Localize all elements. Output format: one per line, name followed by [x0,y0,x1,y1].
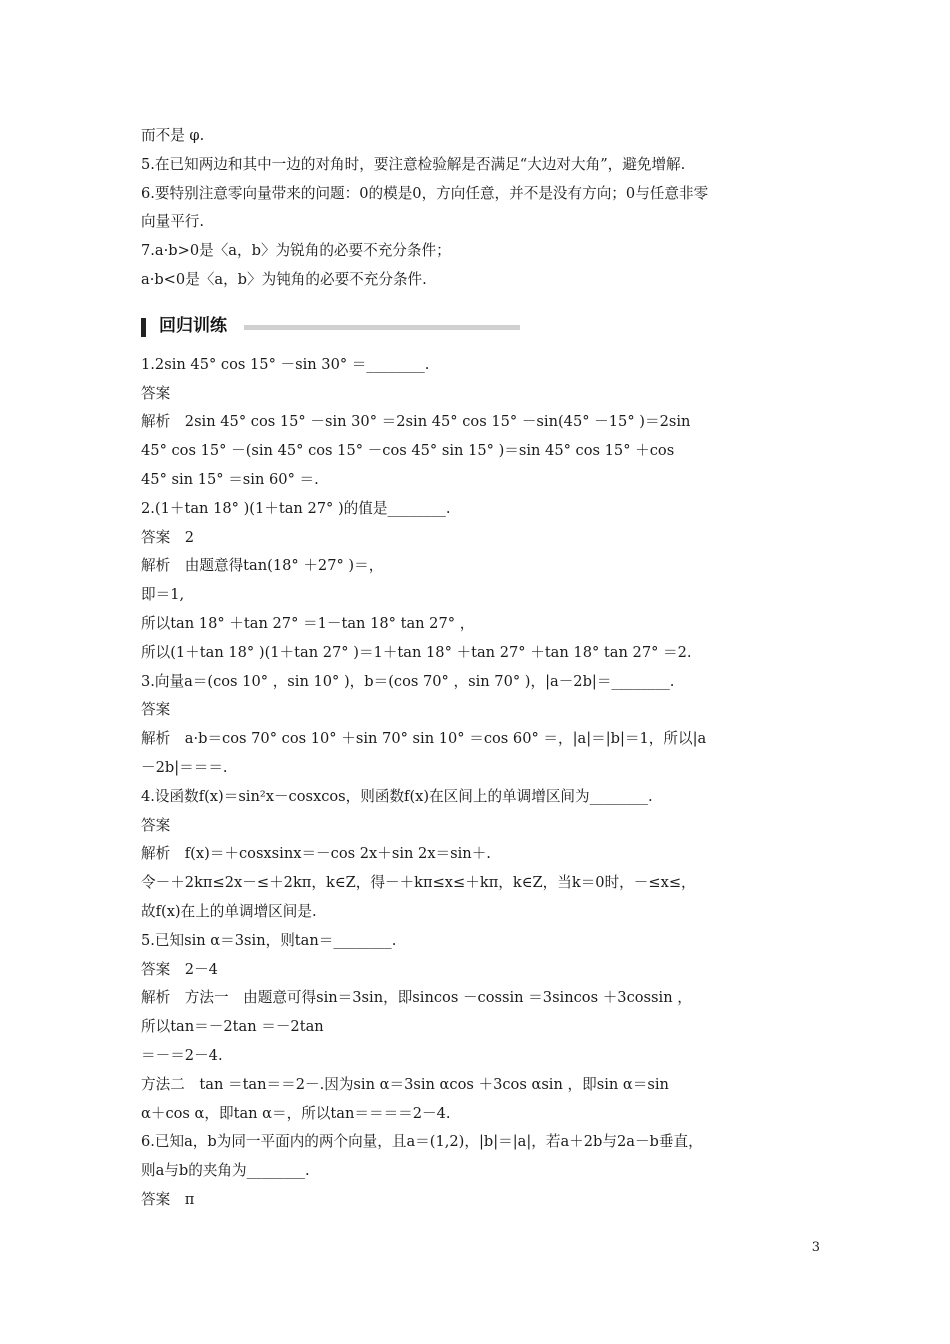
text-line: 则a与b的夹角为________. [141,1162,310,1180]
text-line: 解析 由题意得tan(18° ＋27° )＝， [141,557,384,575]
text-line: 1.2sin 45° cos 15° －sin 30° ＝________. [141,355,430,373]
text-line: 45° cos 15° －(sin 45° cos 15° －cos 45° sin 15° )＝sin 45° cos 15° ＋cos [141,442,675,460]
section-marker-bar [141,318,146,337]
text-line: 解析 方法一 由题意可得sin＝3sin，即sincos －cossin ＝3sincos ＋3cossin ， [141,989,692,1007]
text-line: 而不是 φ. [141,127,205,144]
text-line: 45° sin 15° ＝sin 60° ＝. [141,470,319,488]
text-line: 解析 2sin 45° cos 15° －sin 30° ＝2sin 45° cos 15° －sin(45° －15° )＝2sin [141,413,691,431]
section-rule [244,325,520,330]
text-line: 答案 2 [141,528,195,546]
text-line: 5.在已知两边和其中一边的对角时，要注意检验解是否满足“大边对大角”，避免增解. [141,155,686,173]
text-line: 即＝1, [141,586,185,604]
section-heading [141,311,811,341]
text-line: 答案 [141,816,171,834]
text-line: 7.a·b>0是〈a，b〉为锐角的必要不充分条件； [141,242,451,260]
text-line: 6.要特别注意零向量带来的问题：0的模是0，方向任意，并不是没有方向；0与任意非零 [141,184,709,202]
text-line: 向量平行. [141,213,205,231]
text-line: 2.(1＋tan 18° )(1＋tan 27° )的值是________. [141,499,451,517]
text-line: 所以(1＋tan 18° )(1＋tan 27° )＝1＋tan 18° ＋tan 27° ＋tan 18° tan 27° ＝2. [141,643,692,661]
text-line: 令－＋2kπ≤2x－≤＋2kπ，k∈Z，得－＋kπ≤x≤＋kπ，k∈Z，当k＝0时，－≤x≤， [141,874,696,892]
text-line: 5.已知sin α＝3sin，则tan＝________. [141,931,397,949]
text-line: α＋cos α，即tan α＝，所以tan＝＝＝＝2－4. [141,1104,451,1122]
page-number: 3 [811,1240,820,1255]
text-line: 答案 π [141,1190,195,1208]
page-content [141,122,811,1215]
text-line: 方法二 tan ＝tan＝＝2－.因为sin α＝3sin αcos ＋3cos αsin ，即sin α＝sin [141,1075,669,1093]
text-line: ＝－＝2－4. [141,1046,223,1064]
text-line: 答案 [141,384,171,402]
text-line: 故f(x)在上的单调增区间是. [141,902,317,920]
text-line: 6.已知a，b为同一平面内的两个向量，且a＝(1,2)，|b|＝|a|，若a＋2b与2a－b垂直， [141,1133,703,1151]
text-line: 3.向量a＝(cos 10° ，sin 10° )，b＝(cos 70° ，sin 70° )，|a－2b|＝________. [141,672,675,690]
text-line: 所以tan 18° ＋tan 27° ＝1－tan 18° tan 27° ， [141,614,475,632]
text-line: 4.设函数f(x)＝sin²x－cosxcos，则函数f(x)在区间上的单调增区间为________. [141,787,653,805]
text-line: 答案 [141,701,171,719]
text-line: 解析 f(x)＝＋cosxsinx＝－cos 2x＋sin 2x＝sin＋. [141,845,491,863]
text-line: a·b<0是〈a，b〉为钝角的必要不充分条件. [141,270,427,288]
text-line: －2b|＝＝＝. [141,758,228,776]
text-line: 解析 a·b＝cos 70° cos 10° ＋sin 70° sin 10° ＝cos 60° ＝，|a|＝|b|＝1，所以|a [141,730,707,748]
text-line: 答案 2－4 [141,960,218,978]
text-line: 所以tan＝－2tan ＝－2tan [141,1018,324,1036]
section-title: 回归训练 [159,315,227,336]
